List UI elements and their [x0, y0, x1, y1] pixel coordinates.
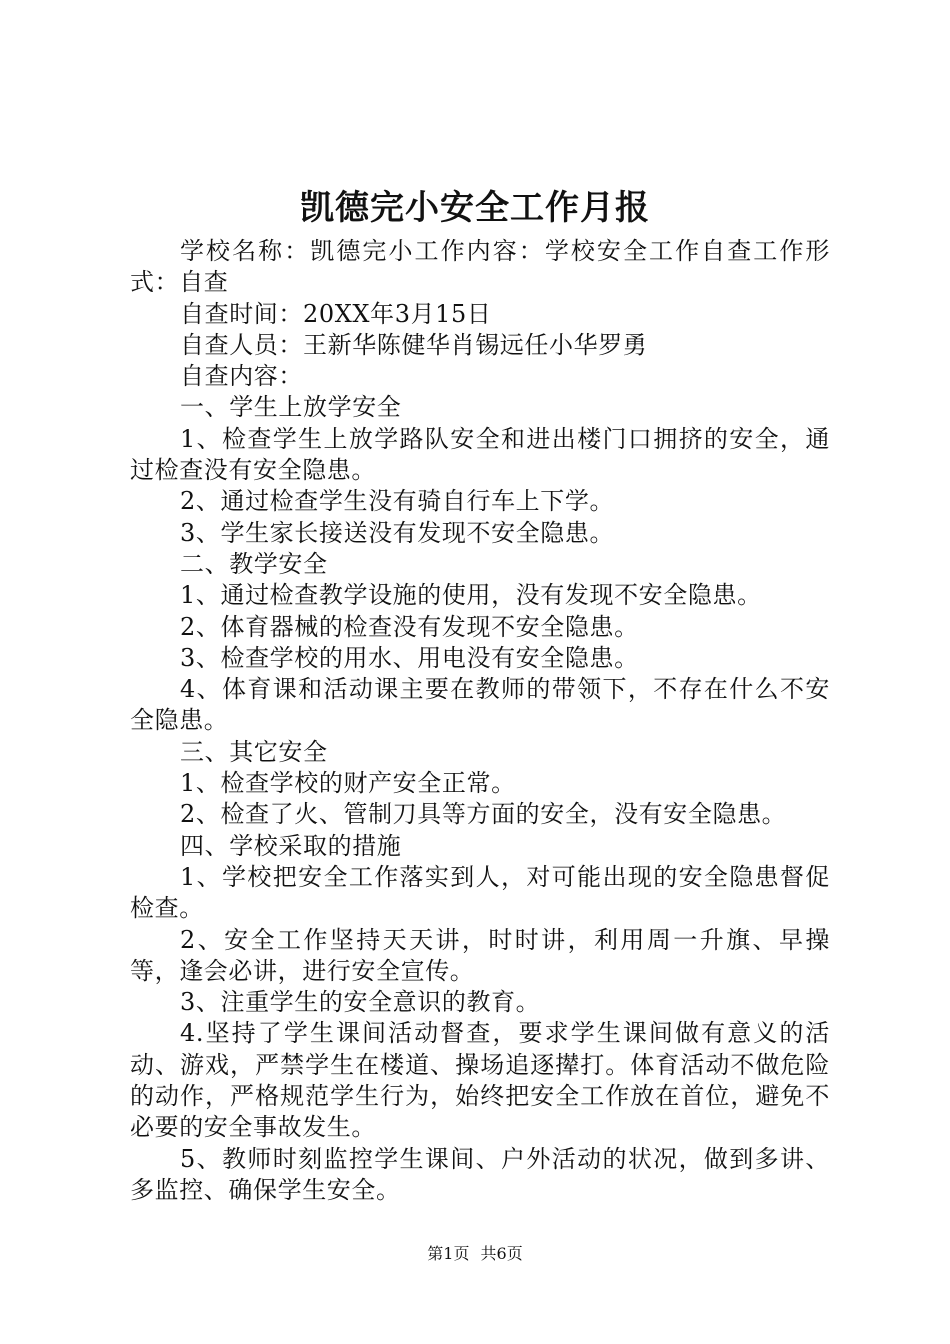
paragraph: 3、学生家长接送没有发现不安全隐患。 [180, 518, 615, 547]
paragraph: 5、教师时刻监控学生课间、户外活动的状况，做到多讲、多监控、确保学生安全。 [130, 1144, 830, 1204]
page-total: 共6页 [480, 1244, 523, 1263]
paragraph: 1、通过检查教学设施的使用，没有发现不安全隐患。 [180, 581, 762, 610]
page-number: 第1页 [427, 1244, 470, 1263]
paragraph: 1、学校把安全工作落实到人，对可能出现的安全隐患督促检查。 [130, 862, 830, 923]
section-heading: 一、学生上放学安全 [180, 393, 402, 422]
paragraph: 自查人员：王新华陈健华肖锡远任小华罗勇 [180, 330, 648, 359]
paragraph: 4、体育课和活动课主要在教师的带领下，不存在什么不安全隐患。 [130, 675, 830, 735]
paragraph: 4.坚持了学生课间活动督查，要求学生课间做有意义的活动、游戏，严禁学生在楼道、操场追逐撵打。体育活动不做危险的动作，严格规范学生行为，始终把安全工作放在首位，避免不必要的安全事故发生。 [130, 1019, 830, 1142]
page-footer [0, 1243, 950, 1265]
document-title: 凯德完小安全工作月报 [300, 188, 650, 228]
paragraph: 3、注重学生的安全意识的教育。 [180, 988, 541, 1017]
section-heading: 四、学校采取的措施 [180, 831, 402, 860]
paragraph: 1、检查学校的财产安全正常。 [180, 769, 516, 798]
section-heading: 三、其它安全 [180, 737, 328, 766]
paragraph: 自查时间：20XX年3月15日 [180, 299, 492, 328]
paragraph: 2、检查了火、管制刀具等方面的安全，没有安全隐患。 [180, 800, 787, 829]
section-heading: 二、教学安全 [180, 549, 328, 578]
paragraph: 1、检查学生上放学路队安全和进出楼门口拥挤的安全，通过检查没有安全隐患。 [130, 424, 830, 485]
paragraph: 3、检查学校的用水、用电没有安全隐患。 [180, 643, 639, 672]
paragraph: 2、安全工作坚持天天讲，时时讲，利用周一升旗、早操等，逢会必讲，进行安全宣传。 [130, 925, 830, 985]
paragraph: 自查内容： [180, 362, 303, 391]
document-body [130, 236, 830, 1206]
paragraph: 学校名称：凯德完小工作内容：学校安全工作自查工作形式：自查 [130, 237, 830, 297]
paragraph: 2、体育器械的检查没有发现不安全隐患。 [180, 612, 639, 641]
paragraph: 2、通过检查学生没有骑自行车上下学。 [180, 487, 615, 516]
